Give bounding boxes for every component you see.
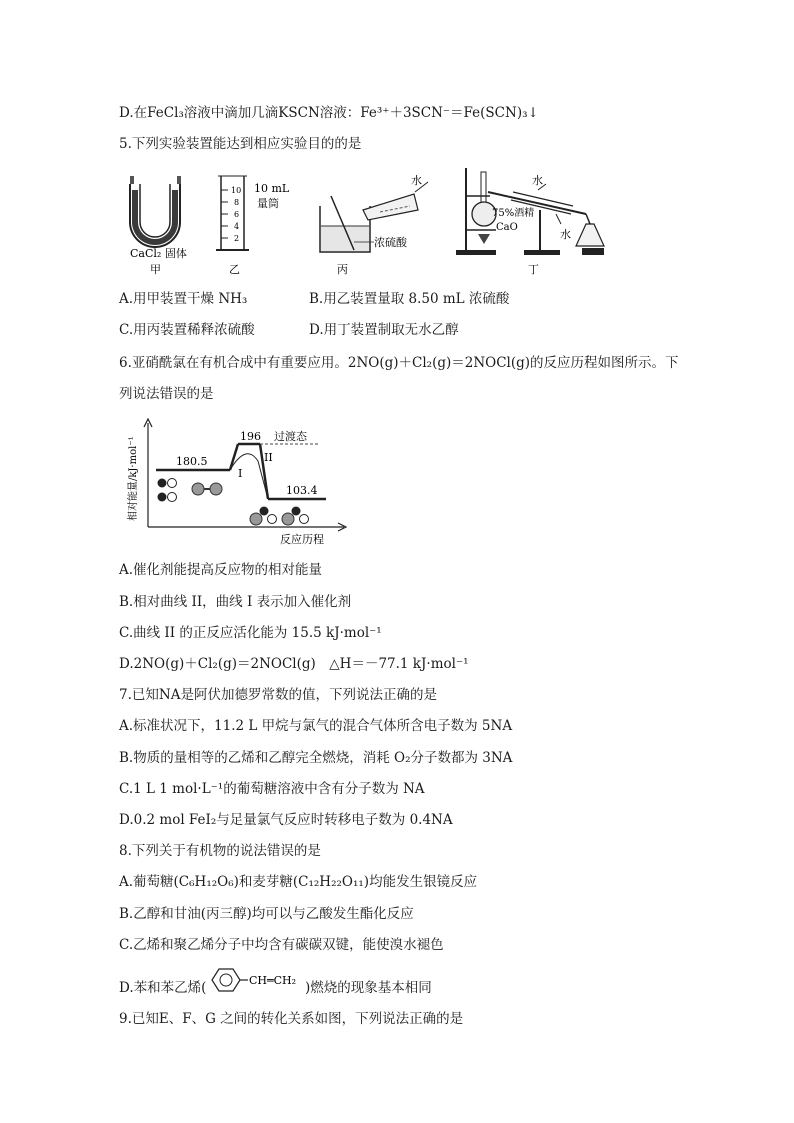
q7-stem: 7.已知NA是阿伏加德罗常数的值，下列说法正确的是	[119, 687, 437, 703]
curve-label-ii: II	[264, 451, 273, 464]
q7-option-a: A.标准状况下，11.2 L 甲烷与氯气的混合气体所含电子数为 5NA	[119, 718, 513, 734]
x-axis-label: 反应历程	[280, 533, 324, 546]
jia-caption: 甲	[150, 263, 161, 276]
q8-option-a: A.葡萄糖(C₆H₁₂O₆)和麦芽糖(C₁₂H₂₂O₁₁)均能发生银镜反应	[119, 874, 478, 890]
q6-energy-diagram	[120, 415, 360, 551]
value-product: 103.4	[286, 484, 318, 497]
vinyl-group-label: CH═CH₂	[249, 974, 297, 987]
q8-option-c: C.乙烯和聚乙烯分子中均含有碳碳双键，能使溴水褪色	[119, 937, 444, 953]
bing-caption: 丙	[337, 263, 348, 276]
yi-tick: 6	[234, 210, 240, 219]
ding-caption: 丁	[528, 263, 539, 276]
yi-tick: 10	[231, 186, 242, 195]
molecule-no-reactants	[158, 479, 177, 502]
q4-option-d: D.在FeCl₃溶液中滴加几滴KSCN溶液：Fe³⁺＋3SCN⁻＝Fe(SCN)₃↓	[119, 105, 539, 121]
q5-option-a: A.用甲装置干燥 NH₃	[119, 291, 248, 307]
q6-stem-line2: 列说法错误的是	[119, 386, 214, 402]
q8-option-d-prefix: D.苯和苯乙烯(	[119, 980, 207, 996]
q5-option-c: C.用丙装置稀释浓硫酸	[119, 322, 255, 338]
styrene-structure	[200, 965, 312, 995]
q7-option-d: D.0.2 mol FeI₂与足量氯气反应时转移电子数为 0.4NA	[119, 812, 453, 828]
curve-ii-rise	[230, 444, 238, 470]
yi-tick: 4	[234, 222, 240, 231]
bing-label-water: 水	[411, 174, 422, 187]
benzene-ring-icon	[212, 969, 240, 991]
q7-option-b: B.物质的量相等的乙烯和乙醇完全燃烧，消耗 O₂分子数都为 3NA	[119, 750, 513, 766]
jia-label: CaCl₂ 固体	[130, 247, 187, 260]
bing-label-acid: 浓硫酸	[374, 236, 407, 249]
yi-label-volume: 10 mL	[254, 182, 290, 195]
yi-tick: 2	[234, 234, 240, 243]
q8-stem: 8.下列关于有机物的说法错误的是	[119, 843, 321, 859]
q5-option-b: B.用乙装置量取 8.50 mL 浓硫酸	[309, 291, 510, 307]
apparatus-yi	[216, 176, 290, 276]
molecule-nocl-products	[250, 507, 309, 526]
q7-option-c: C.1 L 1 mol·L⁻¹的葡萄糖溶液中含有分子数为 NA	[119, 781, 425, 797]
molecule-cl2	[192, 483, 222, 495]
curve-label-i: I	[238, 467, 243, 480]
apparatus-jia	[130, 176, 187, 276]
y-axis-label: 相对能量/kJ·mol⁻¹	[128, 436, 139, 521]
q5-apparatus-figure	[118, 162, 618, 284]
value-reactant: 180.5	[176, 455, 208, 468]
yi-label-cylinder: 量筒	[257, 197, 279, 210]
q6-option-c: C.曲线 II 的正反应活化能为 15.5 kJ·mol⁻¹	[119, 625, 382, 641]
q6-option-b: B.相对曲线 II，曲线 I 表示加入催化剂	[119, 594, 352, 610]
q5-stem: 5.下列实验装置能达到相应实验目的的是	[119, 136, 362, 152]
q6-stem-line1: 6.亚硝酰氯在有机合成中有重要应用。2NO(g)＋Cl₂(g)＝2NOCl(g)的反应历程如图所示。下	[119, 355, 679, 371]
transition-state-label: 过渡态	[274, 430, 307, 443]
ding-label-water-bottom: 水	[560, 228, 571, 241]
q8-option-d-suffix: )燃烧的现象基本相同	[305, 980, 432, 996]
yi-tick: 8	[234, 198, 240, 207]
apparatus-ding	[456, 168, 604, 276]
apparatus-bing	[320, 173, 428, 276]
q5-option-d: D.用丁装置制取无水乙醇	[309, 322, 459, 338]
value-transition: 196	[240, 430, 261, 443]
q9-stem: 9.已知E、F、G 之间的转化关系如图，下列说法正确的是	[119, 1011, 464, 1027]
q8-option-b: B.乙醇和甘油(丙三醇)均可以与乙酸发生酯化反应	[119, 906, 414, 922]
aromatic-circle-icon	[220, 974, 232, 986]
yi-caption: 乙	[229, 263, 240, 276]
q6-option-a: A.催化剂能提高反应物的相对能量	[119, 562, 323, 578]
q6-option-d: D.2NO(g)＋Cl₂(g)＝2NOCl(g) △H＝－77.1 kJ·mol⁻¹	[119, 656, 469, 672]
ding-label-cao: CaO	[496, 222, 518, 233]
ding-label-water-top: 水	[532, 174, 543, 187]
ding-label-alcohol: 75%酒精	[492, 208, 535, 219]
